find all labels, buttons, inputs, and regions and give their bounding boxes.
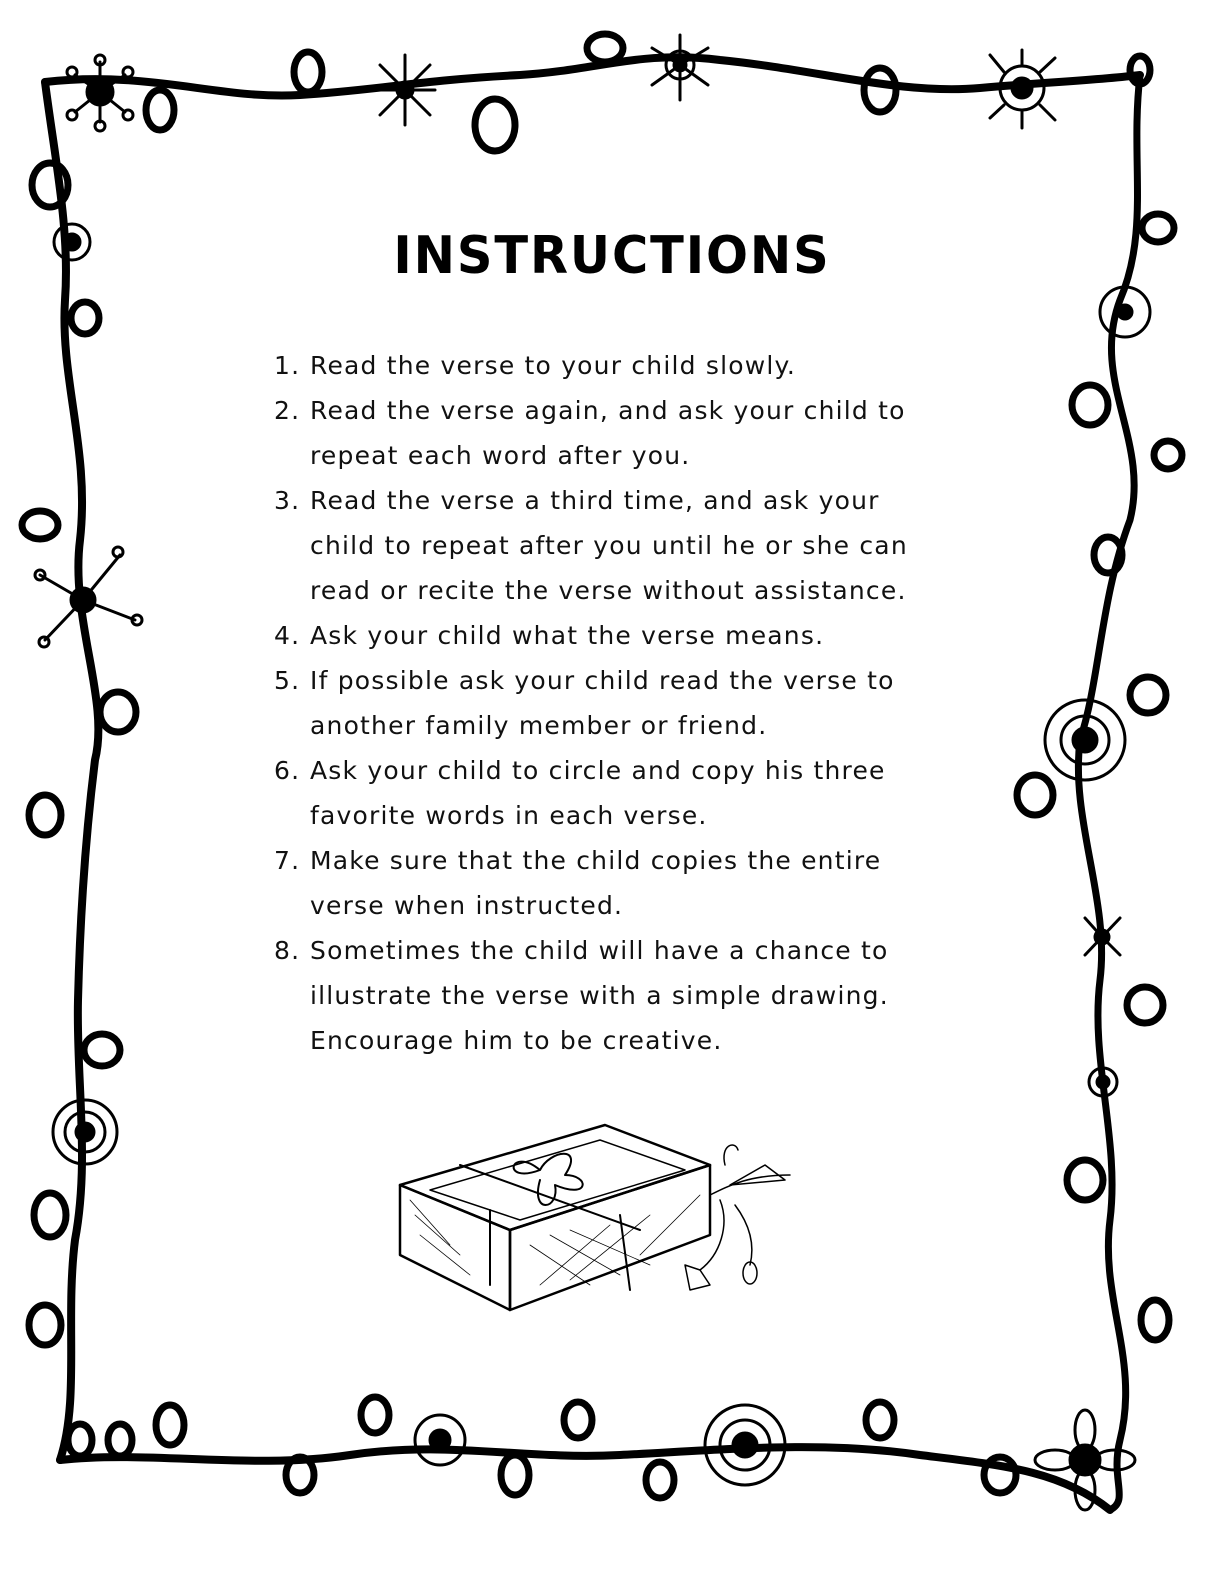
item-number: 4. [274, 621, 301, 650]
list-item [274, 838, 954, 928]
item-text: Make sure that the child copies the entire verse when instructed. [310, 846, 882, 920]
list-item [274, 658, 954, 748]
item-number: 7. [274, 846, 301, 875]
list-item [274, 748, 954, 838]
item-number: 3. [274, 486, 301, 515]
item-number: 6. [274, 756, 301, 785]
item-text: Read the verse a third time, and ask your child to repeat after you until he or she can read or recite the verse without assistance. [310, 486, 908, 605]
item-text: If possible ask your child read the verse to another family member or friend. [310, 666, 895, 740]
item-text: Sometimes the child will have a chance to illustrate the verse with a simple drawing. Encourage him to be creative. [310, 936, 889, 1055]
item-number: 1. [274, 351, 301, 380]
item-number: 5. [274, 666, 301, 695]
list-item [274, 613, 954, 658]
item-text: Read the verse again, and ask your child to repeat each word after you. [310, 396, 906, 470]
gift-box-illustration [390, 1105, 810, 1315]
item-text: Read the verse to your child slowly. [310, 351, 797, 380]
list-item [274, 343, 954, 388]
item-number: 2. [274, 396, 301, 425]
list-item [274, 388, 954, 478]
list-item [274, 928, 954, 1063]
item-text: Ask your child what the verse means. [310, 621, 825, 650]
item-text: Ask your child to circle and copy his three favorite words in each verse. [310, 756, 886, 830]
instructions-list [274, 343, 954, 1063]
item-number: 8. [274, 936, 301, 965]
page-title: INSTRUCTIONS [393, 226, 831, 286]
list-item [274, 478, 954, 613]
